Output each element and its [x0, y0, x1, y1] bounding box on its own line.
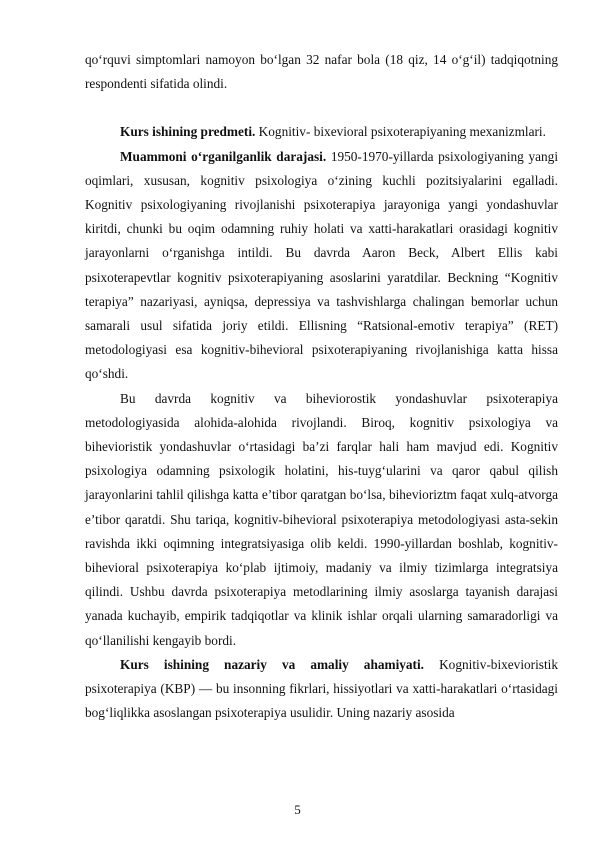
paragraph-text: 1950-1970-yillarda psixologiyaning yangi oqimlari, xususan, kognitiv psixologiya o‘zining kuchli pozitsiyalarini egalladi. Kognitiv psixologiyaning rivojlanishi psixoterapiya jarayoniga yangi yondashuvlar kiritdi, chunki bu oqim odamning ruhiy holati va xatti-harakatlari orasidagi kognitiv jarayonlarni o‘rganishga intildi. Bu davrda Aaron Beck, Albert Ellis kabi psixoterapevtlar kognitiv psixoterapiyaning asoslarini yaratdilar. Beckning “Kognitiv terapiya” nazariyasi, ayniqsa, depressiya va tashvishlarga chalingan bemorlar uchun samarali usul sifatida joriy etildi. Ellisning “Ratsional-emotiv terapiya” (RET) metodologiyasi esa kognitiv-bihevioral psixoterapiyaning rivojlanishiga katta hissa qo‘shdi.: [85, 148, 559, 382]
paragraph-subject: [85, 120, 558, 144]
paragraph-heading: Kurs ishining nazariy va amaliy ahamiyati.: [120, 656, 425, 672]
paragraph-gap: [85, 96, 558, 120]
paragraph-approaches: [85, 387, 558, 653]
paragraph-continuation: [85, 48, 558, 96]
paragraph-text: Kognitiv-bixevioristik psixoterapiya (KBP) — bu insonning fikrlari, hissiyotlari va xatti-harakatlari o‘rtasidagi bog‘liqlikka asoslangan psixoterapiya usulidir. Uning nazariy asosida: [85, 656, 559, 721]
paragraph-significance: [85, 653, 558, 726]
paragraph-heading: Muammoni o‘rganilganlik darajasi.: [120, 148, 327, 164]
paragraph-study-level: [85, 145, 558, 387]
paragraph-text: Bu davrda kognitiv va biheviorostik yondashuvlar psixoterapiya metodologiyasida alohida-alohida rivojlandi. Biroq, kognitiv psixologiya va bihevioristik yondashuvlar o‘rtasidagi ba’zi farqlar hali ham mavjud edi. Kognitiv psixologiya odamning psixologik holatini, his-tuyg‘ularini va qaror qabul qilish jarayonlarini tahlil qilishga katta e’tibor qaratgan bo‘lsa, bihevioriztm faqat xulq-atvorga e’tibor qaratdi. Shu tariqa, kognitiv-bihevioral psixoterapiya metodologiyasi asta-sekin ravishda ikki oqimning integratsiyasiga olib keldi. 1990-yillardan boshlab, kognitiv-bihevioral psixoterapiya ko‘plab ijtimoiy, madaniy va ilmiy tizimlarga integratsiya qilindi. Ushbu davrda psixoterapiya metodlarining ilmiy asoslarga tayanish darajasi yanada kuchayib, empirik tadqiqotlar va klinik ishlar orqali ularning samaradorligi va qo‘llanilishi kengayib bordi.: [85, 390, 558, 648]
paragraph-text: Kognitiv- bixevioral psixoterapiyaning mexanizmlari.: [255, 124, 546, 140]
paragraph-text: qo‘rquvi simptomlari namoyon bo‘lgan 32 nafar bola (18 qiz, 14 o‘g‘il) tadqiqotning respondenti sifatida olindi.: [85, 52, 558, 92]
page-number: 5: [294, 802, 301, 817]
paragraph-heading: Kurs ishining predmeti.: [120, 124, 256, 140]
document-page: [85, 48, 558, 725]
